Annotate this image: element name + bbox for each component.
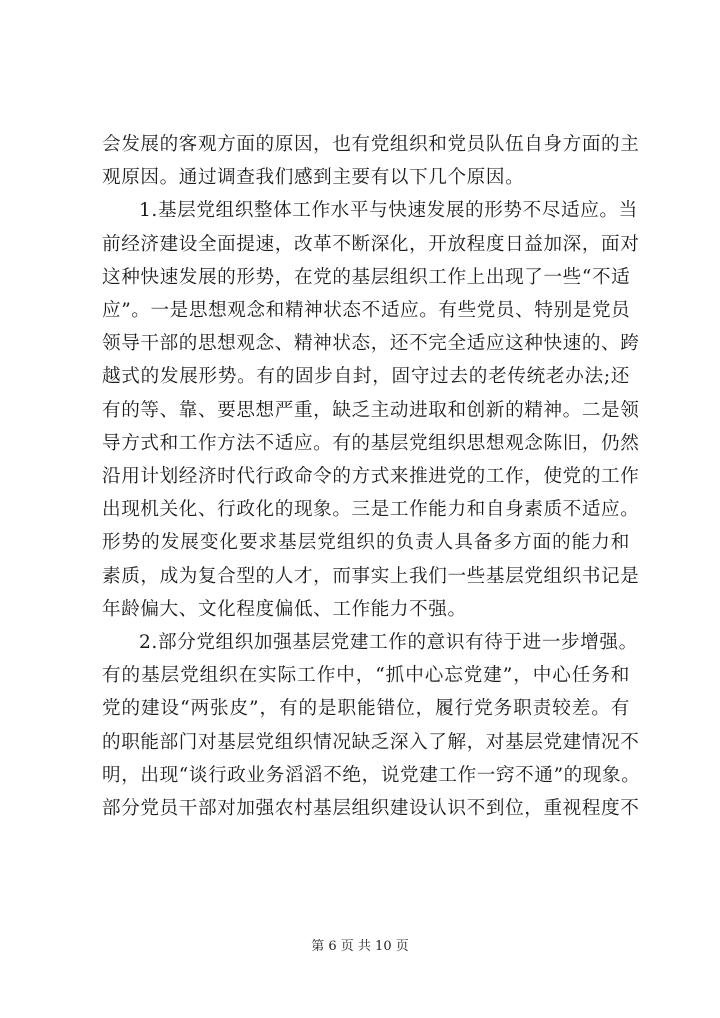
text-line: 的职能部门对基层党组织情况缺乏深入了解，对基层党建情况不 (102, 731, 640, 753)
paragraph-point-2 (102, 626, 641, 825)
body-text (102, 128, 641, 825)
text-line: 会发展的客观方面的原因，也有党组织和党员队伍自身方面的主 (102, 134, 640, 155)
text-line: 2.部分党组织加强基层党建工作的意识有待于进一步增强。 (139, 632, 638, 654)
text-line: 有的基层党组织在实际工作中，“抓中心忘党建”，中心任务和 (102, 665, 630, 687)
text-line: 年龄偏大、文化程度偏低、工作能力不强。 (102, 598, 467, 620)
text-line: 应”。一是思想观念和精神状态不适应。有些党员、特别是党员 (102, 300, 631, 322)
text-line: 有的等、靠、要思想严重，缺乏主动进取和创新的精神。二是领 (102, 399, 640, 421)
text-line: 形势的发展变化要求基层党组织的负责人具备多方面的能力和 (102, 532, 630, 554)
text-line: 部分党员干部对加强农村基层组织建设认识不到位，重视程度不 (102, 798, 640, 820)
text-line: 前经济建设全面提速，改革不断深化，开放程度日益加深，面对 (102, 233, 640, 255)
page-number-footer: 第 6 页 共 10 页 (311, 939, 409, 954)
text-line: 党的建设“两张皮”，有的是职能错位，履行党务职责较差。有 (102, 698, 630, 720)
text-line: 这种快速发展的形势，在党的基层组织工作上出现了一些“不适 (102, 266, 631, 288)
text-line: 出现机关化、行政化的现象。三是工作能力和自身素质不适应。 (102, 499, 640, 521)
text-line: 沿用计划经济时代行政命令的方式来推进党的工作，使党的工作 (102, 466, 640, 488)
paragraph-point-1 (102, 194, 640, 626)
text-line: 1.基层党组织整体工作水平与快速发展的形势不尽适应。当 (139, 200, 638, 222)
text-line: 导方式和工作方法不适应。有的基层党组织思想观念陈旧，仍然 (102, 432, 640, 454)
text-line: 观原因。通过调查我们感到主要有以下几个原因。 (102, 167, 525, 189)
text-line: 素质，成为复合型的人才，而事实上我们一些基层党组织书记是 (102, 565, 640, 587)
text-line: 越式的发展形势。有的固步自封，固守过去的老传统老办法;还 (102, 366, 630, 388)
paragraph-continuation (102, 128, 640, 194)
text-line: 领导干部的思想观念、精神状态，还不完全适应这种快速的、跨 (102, 333, 640, 355)
text-line: 明，出现“谈行政业务滔滔不绝，说党建工作一窍不通”的现象。 (102, 764, 641, 786)
